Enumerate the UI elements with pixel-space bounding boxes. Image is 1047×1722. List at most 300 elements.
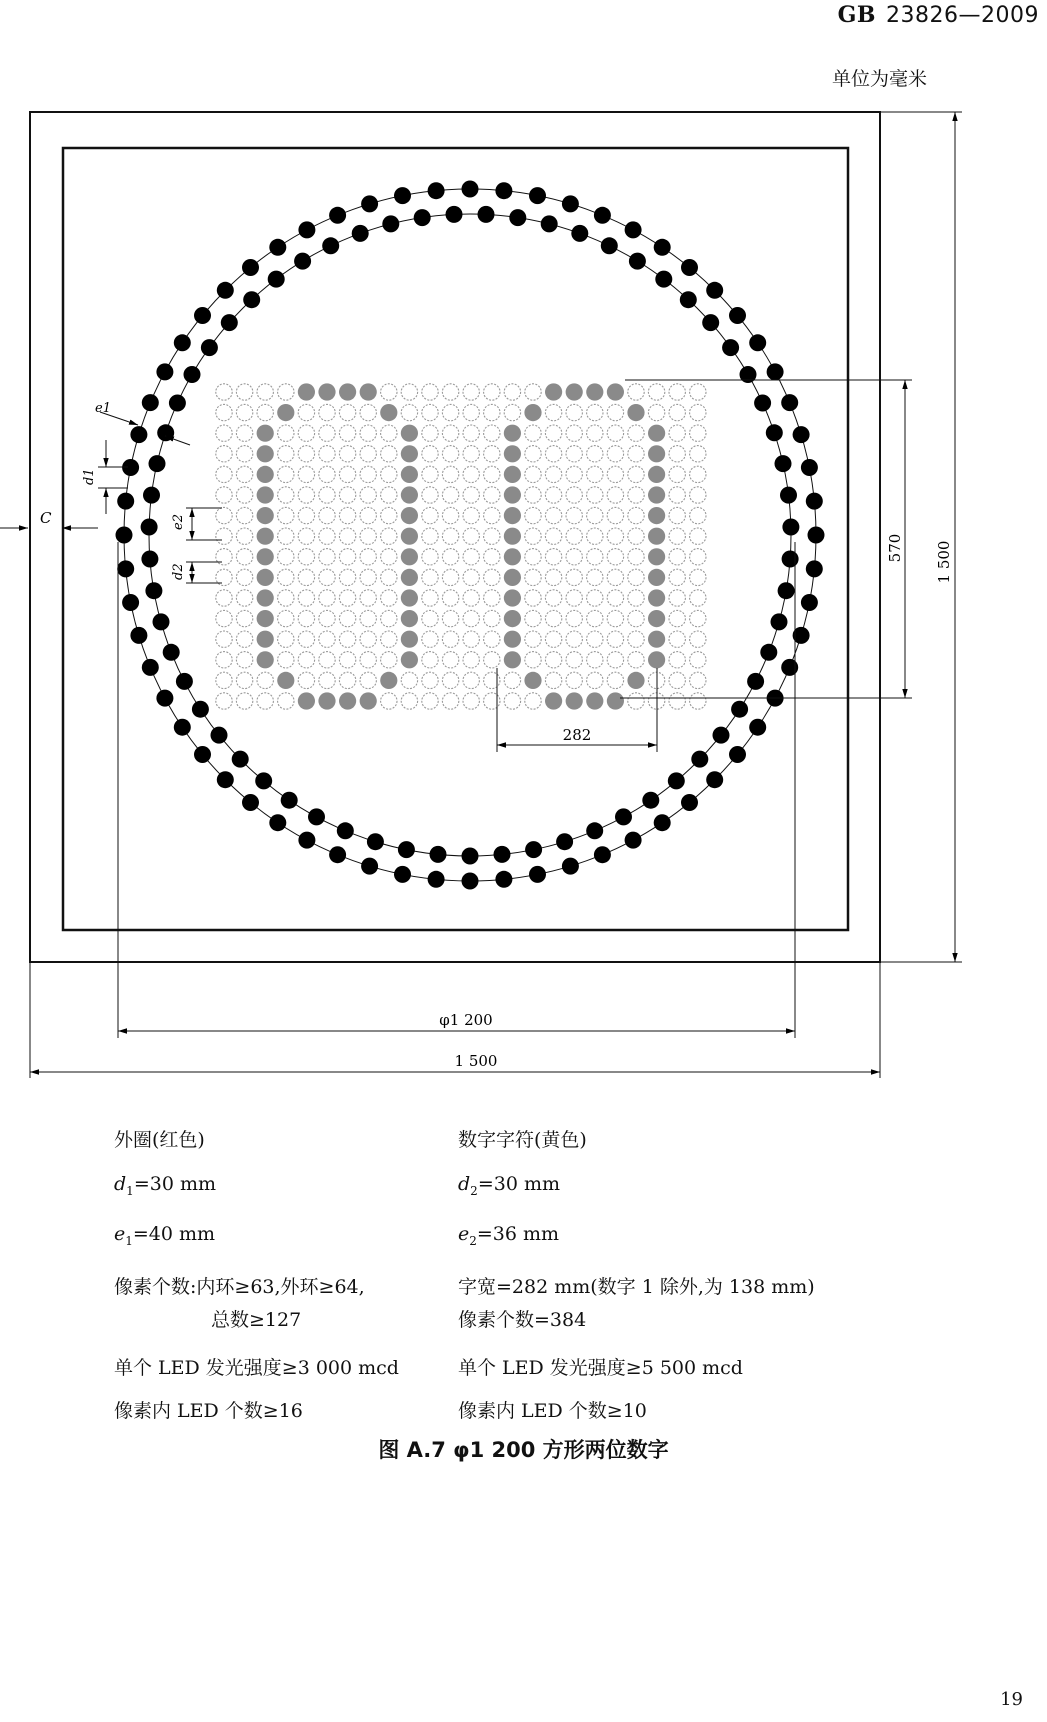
matrix-pixel-on bbox=[545, 383, 562, 400]
matrix-pixel-off bbox=[545, 652, 561, 668]
inner-ring-led bbox=[478, 206, 495, 223]
matrix-pixel-off bbox=[216, 404, 232, 420]
matrix-pixel-on bbox=[339, 692, 356, 709]
inner-ring-led bbox=[760, 644, 777, 661]
matrix-pixel-off bbox=[360, 404, 376, 420]
inner-ring-led bbox=[668, 772, 685, 789]
matrix-pixel-off bbox=[669, 466, 685, 482]
matrix-pixel-off bbox=[463, 384, 479, 400]
matrix-pixel-off bbox=[339, 590, 355, 606]
matrix-pixel-off bbox=[298, 528, 314, 544]
matrix-pixel-on bbox=[648, 631, 665, 648]
matrix-pixel-off bbox=[339, 569, 355, 585]
matrix-pixel-on bbox=[257, 651, 274, 668]
matrix-pixel-off bbox=[690, 569, 706, 585]
matrix-pixel-on bbox=[504, 486, 521, 503]
matrix-pixel-off bbox=[381, 507, 397, 523]
matrix-pixel-off bbox=[690, 404, 706, 420]
outer-ring-led bbox=[217, 771, 234, 788]
outer-ring-led bbox=[298, 221, 315, 238]
outer-ring-led bbox=[767, 363, 784, 380]
matrix-pixel-off bbox=[628, 549, 644, 565]
dim-char-width-label: 282 bbox=[562, 726, 592, 744]
matrix-pixel-off bbox=[525, 528, 541, 544]
outer-ring-led bbox=[681, 794, 698, 811]
outer-ring-led bbox=[174, 334, 191, 351]
matrix-pixel-off bbox=[484, 610, 500, 626]
matrix-pixel-on bbox=[257, 589, 274, 606]
matrix-pixel-on bbox=[401, 528, 418, 545]
matrix-pixel-on bbox=[648, 589, 665, 606]
outer-ring-led bbox=[529, 866, 546, 883]
matrix-pixel-off bbox=[236, 631, 252, 647]
inner-ring-led bbox=[221, 314, 238, 331]
inner-ring-led bbox=[691, 751, 708, 768]
outer-ring-led bbox=[808, 527, 825, 544]
dim-outer-height-label: 1 500 bbox=[935, 540, 953, 584]
inner-ring-led bbox=[184, 366, 201, 383]
inner-ring-led bbox=[782, 519, 799, 536]
spec-left bbox=[114, 1128, 444, 1423]
matrix-pixel-off bbox=[525, 652, 541, 668]
matrix-pixel-on bbox=[257, 548, 274, 565]
inner-ring-led bbox=[243, 291, 260, 308]
outer-ring-led bbox=[194, 746, 211, 763]
matrix-pixel-off bbox=[319, 487, 335, 503]
matrix-pixel-on bbox=[360, 383, 377, 400]
inner-ring-led bbox=[754, 395, 771, 412]
matrix-pixel-off bbox=[298, 425, 314, 441]
matrix-pixel-off bbox=[298, 569, 314, 585]
matrix-pixel-off bbox=[381, 425, 397, 441]
matrix-pixel-off bbox=[236, 693, 252, 709]
matrix-pixel-on bbox=[257, 486, 274, 503]
outer-ring-led bbox=[806, 560, 823, 577]
matrix-pixel-off bbox=[690, 693, 706, 709]
matrix-pixel-off bbox=[504, 693, 520, 709]
matrix-pixel-on bbox=[257, 631, 274, 648]
outer-panel-frame bbox=[30, 112, 880, 962]
matrix-pixel-off bbox=[628, 425, 644, 441]
matrix-pixel-off bbox=[278, 569, 294, 585]
matrix-pixel-off bbox=[607, 569, 623, 585]
matrix-pixel-off bbox=[360, 631, 376, 647]
matrix-pixel-off bbox=[381, 590, 397, 606]
matrix-pixel-off bbox=[381, 466, 397, 482]
matrix-pixel-off bbox=[690, 384, 706, 400]
matrix-pixel-off bbox=[319, 549, 335, 565]
matrix-pixel-off bbox=[442, 528, 458, 544]
matrix-pixel-on bbox=[586, 692, 603, 709]
matrix-pixel-off bbox=[669, 569, 685, 585]
matrix-pixel-off bbox=[566, 404, 582, 420]
figure-caption: 图 A.7 φ1 200 方形两位数字 bbox=[378, 1438, 669, 1462]
matrix-pixel-off bbox=[298, 590, 314, 606]
matrix-pixel-off bbox=[525, 507, 541, 523]
outer-ring-led bbox=[706, 282, 723, 299]
inner-ring-led bbox=[702, 314, 719, 331]
dim-outer-width-label: 1 500 bbox=[454, 1052, 498, 1070]
outer-ring-led bbox=[801, 594, 818, 611]
matrix-pixel-off bbox=[525, 590, 541, 606]
matrix-pixel-off bbox=[360, 610, 376, 626]
matrix-pixel-off bbox=[566, 569, 582, 585]
inner-ring-led bbox=[494, 846, 511, 863]
outer-ring-led bbox=[117, 560, 134, 577]
inner-ring-led bbox=[509, 209, 526, 226]
matrix-pixel-off bbox=[669, 384, 685, 400]
matrix-pixel-on bbox=[648, 466, 665, 483]
matrix-pixel-off bbox=[690, 507, 706, 523]
dim-circle-dia bbox=[118, 542, 795, 1038]
outer-ring-led bbox=[156, 363, 173, 380]
matrix-pixel-off bbox=[669, 487, 685, 503]
matrix-pixel-off bbox=[401, 693, 417, 709]
spec-right-d2: $d_2=30$ mm bbox=[458, 1173, 560, 1198]
inner-ring-led bbox=[722, 339, 739, 356]
matrix-pixel-off bbox=[484, 425, 500, 441]
outer-ring-led bbox=[706, 771, 723, 788]
matrix-pixel-off bbox=[339, 672, 355, 688]
matrix-pixel-off bbox=[298, 549, 314, 565]
matrix-pixel-off bbox=[690, 425, 706, 441]
matrix-pixel-off bbox=[607, 631, 623, 647]
matrix-pixel-off bbox=[381, 384, 397, 400]
matrix-pixel-on bbox=[360, 692, 377, 709]
matrix-pixel-off bbox=[690, 672, 706, 688]
inner-ring-led bbox=[747, 673, 764, 690]
led-rings bbox=[116, 181, 825, 890]
matrix-pixel-off bbox=[422, 569, 438, 585]
matrix-pixel-off bbox=[442, 693, 458, 709]
matrix-pixel-off bbox=[339, 507, 355, 523]
matrix-pixel-off bbox=[607, 590, 623, 606]
matrix-pixel-off bbox=[628, 446, 644, 462]
matrix-pixel-on bbox=[257, 445, 274, 462]
matrix-pixel-off bbox=[422, 487, 438, 503]
matrix-pixel-off bbox=[381, 569, 397, 585]
outer-ring-led bbox=[729, 746, 746, 763]
inner-ring-led bbox=[556, 833, 573, 850]
matrix-pixel-off bbox=[545, 631, 561, 647]
matrix-pixel-off bbox=[319, 466, 335, 482]
inner-ring-led bbox=[615, 808, 632, 825]
matrix-pixel-off bbox=[628, 652, 644, 668]
matrix-pixel-off bbox=[236, 466, 252, 482]
outer-ring-led bbox=[394, 187, 411, 204]
matrix-pixel-off bbox=[339, 466, 355, 482]
matrix-pixel-off bbox=[669, 693, 685, 709]
matrix-pixel-off bbox=[484, 631, 500, 647]
matrix-pixel-off bbox=[628, 384, 644, 400]
matrix-pixel-off bbox=[463, 652, 479, 668]
matrix-pixel-off bbox=[422, 466, 438, 482]
inner-ring-led bbox=[414, 209, 431, 226]
outer-ring-led bbox=[242, 259, 259, 276]
matrix-pixel-off bbox=[236, 384, 252, 400]
outer-ring-led bbox=[495, 182, 512, 199]
inner-ring-led bbox=[778, 582, 795, 599]
matrix-pixel-on bbox=[648, 507, 665, 524]
matrix-pixel-off bbox=[442, 672, 458, 688]
matrix-pixel-on bbox=[257, 610, 274, 627]
matrix-pixel-off bbox=[216, 610, 232, 626]
matrix-pixel-off bbox=[236, 610, 252, 626]
inner-ring-led bbox=[780, 487, 797, 504]
matrix-pixel-off bbox=[442, 631, 458, 647]
matrix-pixel-off bbox=[257, 693, 273, 709]
matrix-pixel-off bbox=[278, 425, 294, 441]
matrix-pixel-off bbox=[525, 631, 541, 647]
matrix-pixel-off bbox=[525, 693, 541, 709]
matrix-pixel-off bbox=[422, 693, 438, 709]
matrix-pixel-off bbox=[319, 652, 335, 668]
matrix-pixel-off bbox=[360, 425, 376, 441]
matrix-pixel-off bbox=[401, 672, 417, 688]
matrix-pixel-on bbox=[648, 445, 665, 462]
matrix-pixel-off bbox=[278, 590, 294, 606]
matrix-pixel-on bbox=[566, 383, 583, 400]
inner-ring-led bbox=[176, 673, 193, 690]
matrix-pixel-off bbox=[545, 590, 561, 606]
matrix-pixel-off bbox=[401, 404, 417, 420]
inner-ring-led bbox=[655, 271, 672, 288]
matrix-pixel-off bbox=[442, 446, 458, 462]
matrix-pixel-off bbox=[278, 507, 294, 523]
matrix-pixel-off bbox=[339, 610, 355, 626]
matrix-pixel-on bbox=[504, 528, 521, 545]
matrix-pixel-off bbox=[422, 610, 438, 626]
matrix-pixel-off bbox=[298, 446, 314, 462]
outer-ring-led bbox=[681, 259, 698, 276]
matrix-pixel-off bbox=[484, 466, 500, 482]
outer-ring-led bbox=[729, 307, 746, 324]
matrix-pixel-on bbox=[401, 631, 418, 648]
outer-ring-led bbox=[625, 832, 642, 849]
matrix-pixel-off bbox=[319, 446, 335, 462]
matrix-pixel-off bbox=[566, 590, 582, 606]
matrix-pixel-off bbox=[566, 466, 582, 482]
matrix-pixel-on bbox=[401, 425, 418, 442]
matrix-pixel-off bbox=[566, 487, 582, 503]
outer-ring-led bbox=[130, 627, 147, 644]
matrix-pixel-on bbox=[504, 548, 521, 565]
matrix-pixel-on bbox=[380, 404, 397, 421]
outer-ring-led bbox=[142, 659, 159, 676]
inner-panel-frame bbox=[63, 148, 848, 930]
inner-ring-led bbox=[731, 701, 748, 718]
matrix-pixel-off bbox=[278, 446, 294, 462]
outer-ring-led bbox=[217, 282, 234, 299]
inner-ring-led bbox=[446, 206, 463, 223]
matrix-pixel-off bbox=[422, 631, 438, 647]
dim-margin-c-label: C bbox=[40, 509, 52, 527]
spec-left-pixels-1: 像素个数:内环≥63,外环≥64, bbox=[114, 1275, 365, 1298]
inner-ring-led bbox=[149, 455, 166, 472]
matrix-pixel-off bbox=[463, 487, 479, 503]
inner-ring-led bbox=[201, 339, 218, 356]
matrix-pixel-off bbox=[339, 425, 355, 441]
matrix-pixel-off bbox=[216, 466, 232, 482]
standard-code: GB bbox=[837, 2, 877, 28]
dim-circle-dia-label: φ1 200 bbox=[439, 1011, 493, 1029]
matrix-pixel-off bbox=[690, 610, 706, 626]
outer-ring-led bbox=[269, 239, 286, 256]
matrix-pixel-off bbox=[381, 487, 397, 503]
matrix-pixel-off bbox=[628, 487, 644, 503]
matrix-pixel-off bbox=[422, 549, 438, 565]
matrix-pixel-off bbox=[216, 590, 232, 606]
matrix-pixel-off bbox=[463, 404, 479, 420]
spec-right bbox=[458, 1128, 908, 1423]
matrix-pixel-off bbox=[442, 610, 458, 626]
matrix-pixel-off bbox=[381, 549, 397, 565]
inner-ring-led bbox=[337, 822, 354, 839]
matrix-pixel-off bbox=[566, 631, 582, 647]
matrix-pixel-off bbox=[669, 446, 685, 462]
matrix-pixel-off bbox=[278, 466, 294, 482]
matrix-pixel-off bbox=[298, 466, 314, 482]
matrix-pixel-off bbox=[381, 610, 397, 626]
matrix-pixel-off bbox=[339, 631, 355, 647]
matrix-pixel-off bbox=[360, 446, 376, 462]
matrix-pixel-off bbox=[319, 528, 335, 544]
matrix-pixel-off bbox=[525, 384, 541, 400]
matrix-pixel-off bbox=[690, 528, 706, 544]
outer-ring-led bbox=[749, 719, 766, 736]
matrix-pixel-off bbox=[587, 652, 603, 668]
matrix-pixel-off bbox=[484, 507, 500, 523]
matrix-pixel-off bbox=[587, 446, 603, 462]
inner-ring-led bbox=[211, 727, 228, 744]
matrix-pixel-off bbox=[236, 404, 252, 420]
outer-ring-led bbox=[654, 239, 671, 256]
inner-ring-led bbox=[141, 519, 158, 536]
matrix-pixel-on bbox=[401, 507, 418, 524]
spec-left-intensity: 单个 LED 发光强度≥3 000 mcd bbox=[114, 1356, 399, 1379]
outer-ring-led bbox=[329, 207, 346, 224]
outer-ring-led bbox=[594, 207, 611, 224]
matrix-pixel-off bbox=[216, 549, 232, 565]
matrix-pixel-off bbox=[484, 404, 500, 420]
matrix-pixel-off bbox=[319, 631, 335, 647]
matrix-pixel-off bbox=[690, 631, 706, 647]
matrix-pixel-off bbox=[319, 507, 335, 523]
spec-right-intensity: 单个 LED 发光强度≥5 500 mcd bbox=[458, 1356, 743, 1379]
matrix-pixel-off bbox=[484, 590, 500, 606]
matrix-pixel-off bbox=[463, 549, 479, 565]
matrix-pixel-off bbox=[566, 425, 582, 441]
matrix-pixel-on bbox=[401, 569, 418, 586]
matrix-pixel-off bbox=[319, 404, 335, 420]
page-number: 19 bbox=[1000, 1689, 1023, 1710]
matrix-pixel-off bbox=[628, 569, 644, 585]
matrix-pixel-off bbox=[463, 610, 479, 626]
matrix-pixel-on bbox=[401, 445, 418, 462]
matrix-pixel-off bbox=[360, 507, 376, 523]
matrix-pixel-off bbox=[422, 528, 438, 544]
matrix-pixel-on bbox=[401, 466, 418, 483]
matrix-pixel-off bbox=[525, 425, 541, 441]
standard-number: 23826—2009 bbox=[886, 3, 1039, 28]
inner-ring-led bbox=[232, 751, 249, 768]
inner-ring-led bbox=[143, 487, 160, 504]
spec-right-e2: $e_2=36$ mm bbox=[458, 1222, 560, 1248]
outer-ring-led bbox=[781, 659, 798, 676]
matrix-pixel-off bbox=[442, 590, 458, 606]
matrix-pixel-off bbox=[422, 652, 438, 668]
spec-left-pixels-2: 总数≥127 bbox=[211, 1308, 302, 1331]
matrix-pixel-off bbox=[628, 610, 644, 626]
matrix-pixel-off bbox=[463, 569, 479, 585]
matrix-pixel-on bbox=[504, 610, 521, 627]
matrix-pixel-off bbox=[298, 631, 314, 647]
matrix-pixel-off bbox=[690, 466, 706, 482]
matrix-pixel-off bbox=[339, 446, 355, 462]
inner-ring-led bbox=[586, 822, 603, 839]
matrix-pixel-off bbox=[690, 590, 706, 606]
matrix-pixel-off bbox=[545, 404, 561, 420]
matrix-pixel-off bbox=[587, 528, 603, 544]
matrix-pixel-off bbox=[216, 507, 232, 523]
matrix-pixel-off bbox=[587, 507, 603, 523]
matrix-pixel-off bbox=[257, 404, 273, 420]
inner-ring-led bbox=[782, 551, 799, 568]
matrix-pixel-off bbox=[442, 384, 458, 400]
matrix-pixel-off bbox=[463, 590, 479, 606]
matrix-pixel-off bbox=[319, 590, 335, 606]
outer-ring-led bbox=[116, 527, 133, 544]
inner-ring-led bbox=[398, 841, 415, 858]
matrix-pixel-off bbox=[545, 528, 561, 544]
matrix-pixel-off bbox=[257, 672, 273, 688]
matrix-pixel-off bbox=[566, 672, 582, 688]
inner-ring-led bbox=[642, 792, 659, 809]
matrix-pixel-on bbox=[401, 610, 418, 627]
matrix-pixel-on bbox=[504, 631, 521, 648]
matrix-pixel-off bbox=[545, 549, 561, 565]
outer-ring-led bbox=[242, 794, 259, 811]
matrix-pixel-on bbox=[504, 466, 521, 483]
matrix-pixel-off bbox=[360, 569, 376, 585]
matrix-pixel-off bbox=[463, 466, 479, 482]
matrix-pixel-off bbox=[669, 425, 685, 441]
matrix-pixel-off bbox=[484, 693, 500, 709]
spec-left-e1: $e_1=40$ mm bbox=[114, 1222, 216, 1248]
matrix-pixel-off bbox=[484, 446, 500, 462]
matrix-pixel-off bbox=[607, 610, 623, 626]
outer-ring-led bbox=[117, 493, 134, 510]
matrix-pixel-on bbox=[648, 425, 665, 442]
matrix-pixel-off bbox=[566, 549, 582, 565]
inner-ring-led bbox=[766, 424, 783, 441]
matrix-pixel-off bbox=[216, 672, 232, 688]
inner-ring-led bbox=[462, 848, 479, 865]
matrix-pixel-off bbox=[422, 425, 438, 441]
matrix-pixel-off bbox=[628, 528, 644, 544]
outer-ring-led bbox=[462, 181, 479, 198]
matrix-pixel-off bbox=[360, 590, 376, 606]
matrix-pixel-off bbox=[587, 404, 603, 420]
matrix-pixel-off bbox=[566, 446, 582, 462]
inner-ring-led bbox=[382, 215, 399, 232]
outer-ring-led bbox=[122, 594, 139, 611]
matrix-pixel-off bbox=[216, 446, 232, 462]
inner-ring-led bbox=[268, 271, 285, 288]
matrix-pixel-off bbox=[648, 384, 664, 400]
matrix-pixel-off bbox=[504, 404, 520, 420]
matrix-pixel-off bbox=[628, 693, 644, 709]
